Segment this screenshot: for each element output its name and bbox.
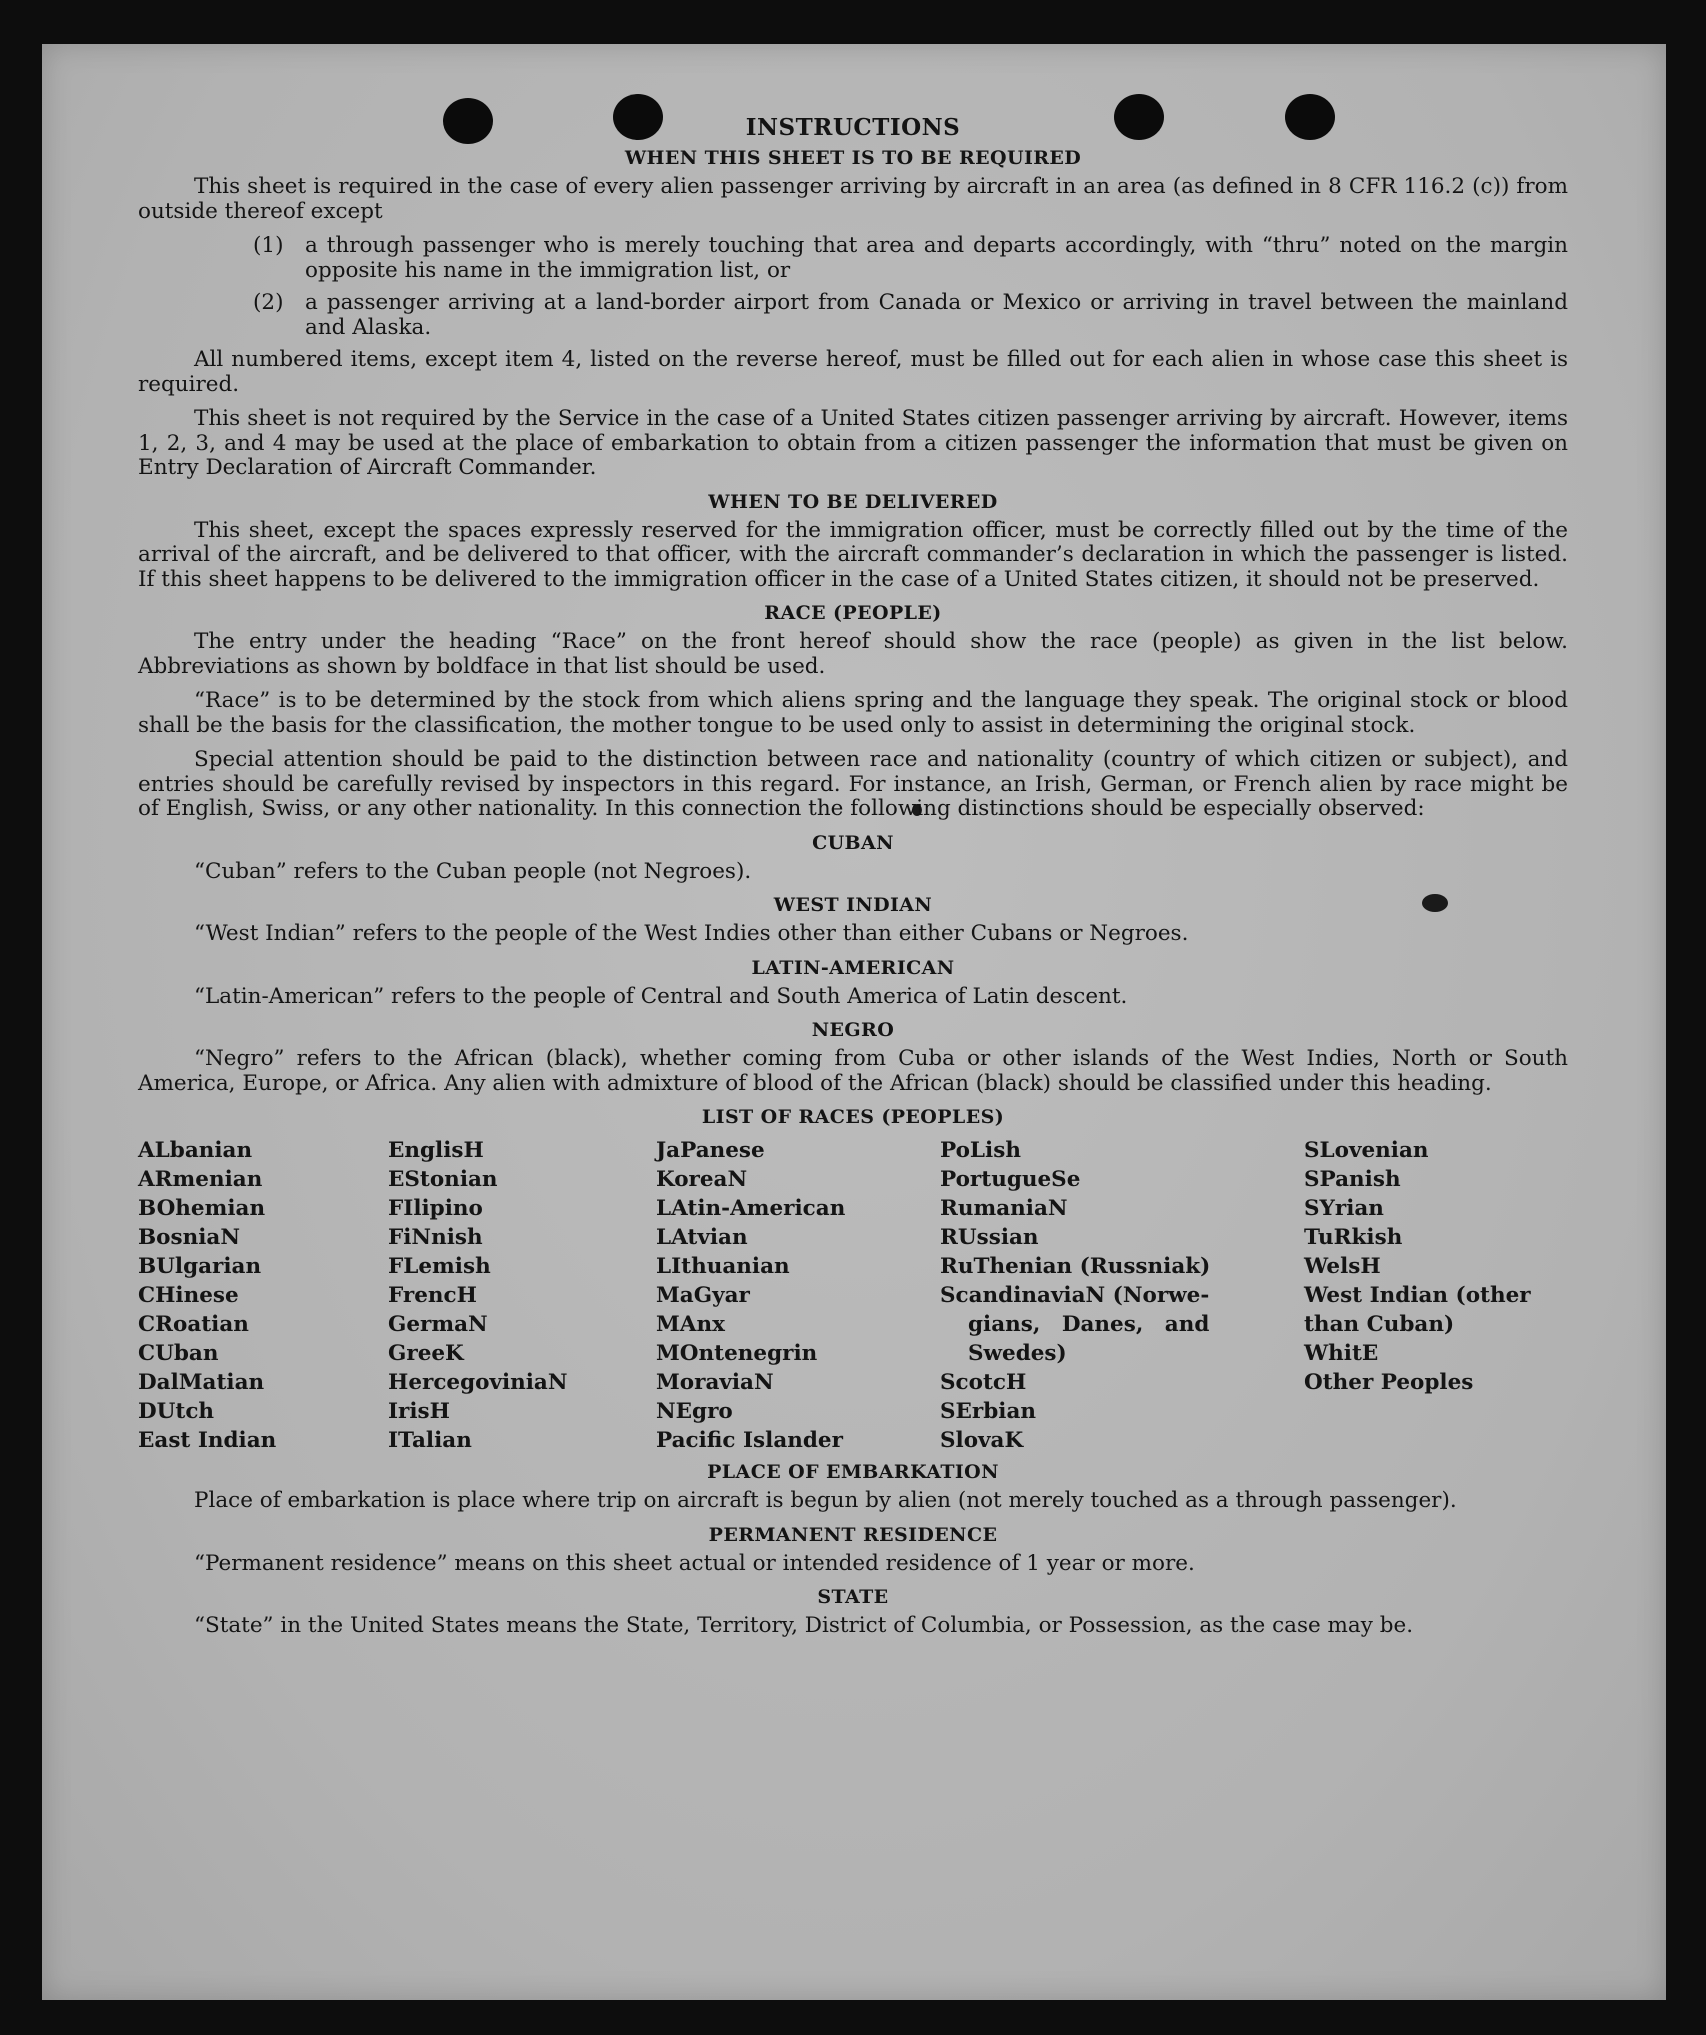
race-entry: EStonian [388,1167,498,1192]
race-entry: PortugueSe [940,1167,1081,1192]
race-entry: West Indian (other [1304,1283,1531,1308]
race-entry: DUtch [138,1399,215,1424]
item-text: a through passenger who is merely touching that area and departs accordingly, with “thru” noted on the margin opposite his name in the immigration list, or [305,233,1568,283]
race-column [940,1136,1304,1455]
race-entry: CUban [138,1341,219,1366]
race-entry: ScandinaviaN (Norwe- [940,1283,1210,1308]
paragraph: “Cuban” refers to the Cuban people (not Negroes). [194,858,752,884]
section-heading: RACE (PEOPLE) [764,602,942,624]
race-entry: FiNnish [388,1225,483,1250]
paragraph: “Negro” refers to the African (black), whether coming from Cuba or other islands of the West Indies, North or South America, Europe, or Africa. Any alien with admixture of blood of the African (black) should be classified under this heading. [138,1046,1568,1096]
section-heading: NEGRO [811,1019,895,1041]
section-heading: CUBAN [812,831,894,854]
race-entry: CRoatian [138,1312,249,1337]
page-title: INSTRUCTIONS [745,114,961,141]
race-entry: FLemish [388,1254,491,1279]
race-entry: MoraviaN [656,1370,774,1395]
race-entry: ScotcH [940,1370,1027,1395]
race-column [388,1136,656,1455]
race-entry: KoreaN [656,1167,748,1192]
race-entry: MAnx [656,1312,725,1337]
paragraph: All numbered items, except item 4, listed on the reverse hereof, must be filled out for each alien in whose case this sheet is required. [138,347,1568,397]
section-heading: WEST INDIAN [773,894,933,916]
race-entry: CHinese [138,1283,239,1308]
race-entry: MOntenegrin [656,1341,818,1366]
instructions-content [138,114,1568,1649]
section-heading: WHEN TO BE DELIVERED [708,490,998,513]
race-entry: ITalian [388,1428,472,1453]
race-entry: HercegoviniaN [388,1370,568,1395]
race-entry: RUssian [940,1225,1039,1250]
race-entry: LAtin-American [656,1196,846,1221]
race-column [1304,1136,1566,1455]
race-entry: DalMatian [138,1370,265,1395]
race-entry: East Indian [138,1428,277,1453]
paragraph: This sheet, except the spaces expressly reserved for the immigration officer, must be correctly filled out by the time of the arrival of the aircraft, and be delivered to that officer, with the aircraft commander’s declaration in which the passenger is listed. If this sheet happens to be delivered to the immigration officer in the case of a United States citizen, it should not be preserved. [138,517,1568,592]
section-heading: PERMANENT RESIDENCE [708,1523,998,1546]
section-heading: STATE [817,1586,889,1608]
paragraph: Special attention should be paid to the distinction between race and nationality (country of which citizen or subject), and entries should be carefully revised by inspectors in this regard. For instance, an Irish, German, or French alien by race might be of English, Swiss, or any other nationality. In this connection the following distinctions should be especially observed: [138,747,1568,821]
item-text: a passenger arriving at a land-border airport from Canada or Mexico or arriving in travel between the mainland and Alaska. [305,290,1568,340]
race-entry: LIthuanian [656,1254,790,1279]
race-entry: SErbian [940,1399,1037,1424]
item-number: (1) [253,233,284,258]
race-entry: BOhemian [138,1196,266,1221]
race-entry: JaPanese [656,1138,765,1163]
section-heading: WHEN THIS SHEET IS TO BE REQUIRED [624,147,1082,169]
race-entry: RuThenian (Russniak) [940,1254,1211,1279]
race-entry: MaGyar [656,1283,750,1308]
paragraph: “Latin-American” refers to the people of Central and South America of Latin descent. [194,983,1128,1009]
race-entry: SLovenian [1304,1138,1429,1163]
race-entry: TuRkish [1304,1225,1403,1250]
document-sheet [42,44,1666,2000]
paragraph: Place of embarkation is place where trip on aircraft is begun by alien (not merely touched as a through passenger). [194,1488,1457,1513]
race-entry: PoLish [940,1138,1021,1163]
race-entry: LAtvian [656,1225,748,1250]
race-entry: EnglisH [388,1138,484,1163]
race-entry: BUlgarian [138,1254,262,1279]
race-entry: Swedes) [968,1341,1067,1366]
list-item [138,234,1568,283]
paragraph: “Race” is to be determined by the stock from which aliens spring and the language they speak. The original stock or blood shall be the basis for the classification, the mother tongue to be used only to assist in determining the original stock. [138,688,1568,738]
paragraph: This sheet is required in the case of every alien passenger arriving by aircraft in an area (as defined in 8 CFR 116.2 (c)) from outside thereof except [138,174,1568,224]
race-entry: IrisH [388,1399,450,1424]
item-number: (2) [253,290,284,315]
race-entry: ALbanian [138,1138,253,1163]
section-heading: LATIN-AMERICAN [751,956,955,979]
list-item [138,291,1568,340]
race-entry: SlovaK [940,1428,1024,1453]
race-entry: BosniaN [138,1225,240,1250]
race-entry: Other Peoples [1304,1370,1474,1395]
paragraph: This sheet is not required by the Service in the case of a United States citizen passenger arriving by aircraft. However, items 1, 2, 3, and 4 may be used at the place of embarkation to obtain from a citizen passenger the information that must be given on Entry Declaration of Aircraft Commander. [138,406,1568,480]
paragraph: “State” in the United States means the State, Territory, District of Columbia, or Possession, as the case may be. [194,1613,1414,1638]
race-entry: than Cuban) [1304,1312,1455,1337]
race-list [138,1136,1568,1455]
race-entry: WelsH [1304,1254,1381,1279]
race-entry: SPanish [1304,1167,1401,1192]
race-entry: WhitE [1304,1341,1379,1366]
race-entry: SYrian [1304,1196,1384,1221]
race-entry: NEgro [656,1399,733,1424]
race-column [138,1136,388,1455]
paragraph: “West Indian” refers to the people of the West Indies other than either Cubans or Negroes. [194,921,1189,946]
section-heading: LIST OF RACES (PEOPLES) [701,1106,1005,1128]
race-column [656,1136,940,1455]
race-entry: ARmenian [138,1167,263,1192]
race-entry: GreeK [388,1341,464,1366]
race-entry: GermaN [388,1312,488,1337]
race-entry: RumaniaN [940,1196,1068,1221]
race-entry: gians, Danes, and [968,1312,1210,1337]
paragraph: The entry under the heading “Race” on the front hereof should show the race (people) as given in the list below. Abbreviations as shown by boldface in that list should be used. [138,629,1568,679]
paragraph: “Permanent residence” means on this sheet actual or intended residence of 1 year or more. [194,1550,1195,1576]
race-entry: Pacific Islander [656,1428,843,1453]
race-entry: FIlipino [388,1196,483,1221]
section-heading: PLACE OF EMBARKATION [707,1461,999,1483]
race-entry: FrencH [388,1283,477,1308]
